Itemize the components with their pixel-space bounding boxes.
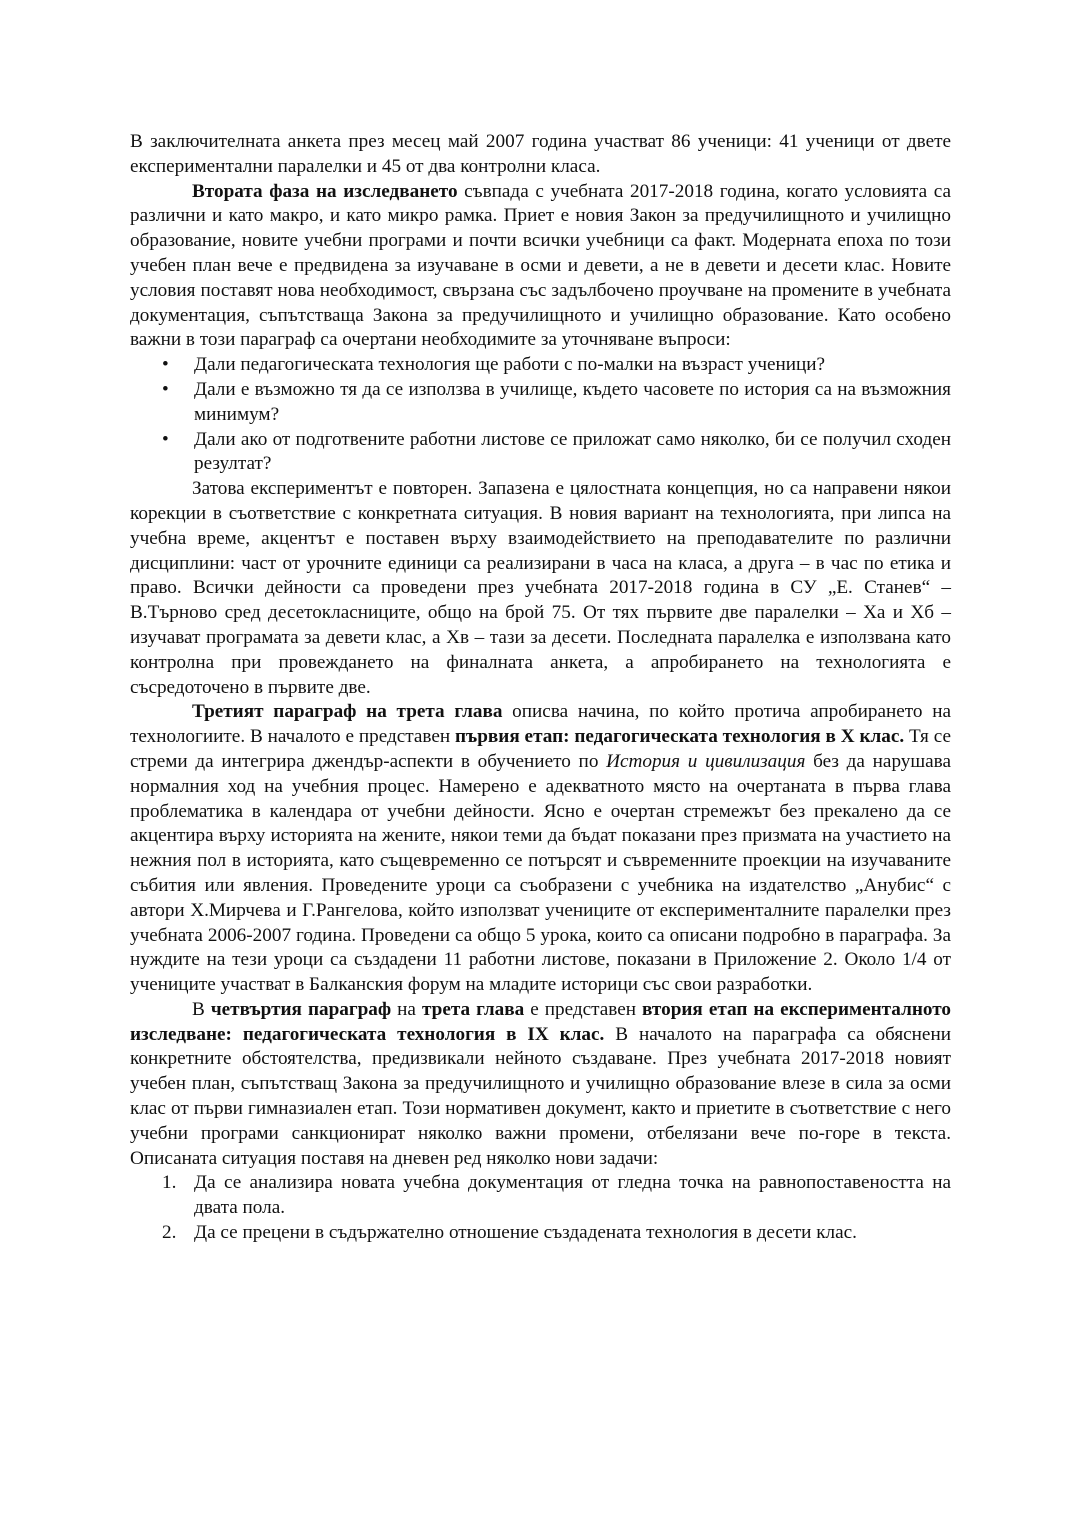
text-segment: без да нарушава нормалния ход на учебния процес. Намерено е адекватното място на очертаната в първа глава проблематика в календара от учебни дейности. Ясно е очертан стремежът без прекалено да се акцентира върху историята на жените, някои теми да бъдат показани през призмата на участието на нежния пол в историята, като същевременно се потърсят и съвременните проекции на изучаваните събития или явления. Проведените уроци са съобразени с учебника на издателство „Анубис“ с автори Х.Мирчева и Г.Рангелова, който използват учениците от експерименталните паралелки през учебната 2006-2007 година. Проведени са общо 5 урока, които са описани подробно в параграфа. За нуждите на тези уроци са създадени 11 работни листове, показани в Приложение 2. Около 1/4 от учениците участват в Балканския форум на младите историци със свои разработки. — [130, 750, 952, 996]
paragraph-second-phase — [130, 180, 951, 354]
paragraph-second-phase-text: съвпада с учебната 2017-2018 година, когато условията са различни и като макро, и като микро рамка. Приет е новия Закон за предучилищното и училищно образование, новите учебни програми и почти всички учебници са факт. Модерната епоха по този учебен план вече е предвидена за изучаване в осми и девети, а не в девети и десети клас. Новите условия поставят нова необходимост, свързана със задълбочено проучване на промените в учебната документация, съпътстваща Закона за предучилищното и училищно образование. Като особено важни в този параграф са очертани необходимите за уточняване въпроси: — [130, 180, 951, 351]
list-item — [130, 428, 951, 478]
bold-third-chapter: трета глава — [421, 998, 525, 1020]
bullet-marker: • — [162, 378, 169, 400]
list-item — [130, 1171, 951, 1221]
paragraph-third-section — [130, 700, 951, 998]
italic-subject-title: История и цивилизация — [606, 750, 806, 772]
text-segment: описва начина, по който протича апробирането на технологиите. В началото е представен — [130, 701, 951, 748]
list-item — [130, 1221, 951, 1246]
list-number: 2. — [162, 1222, 177, 1244]
paragraph-survey: В заключителната анкета през месец май 2007 година участват 86 ученици: 41 ученици от двете експериментални паралелки и 45 от два контролни класа. — [130, 131, 951, 177]
document-body — [130, 130, 951, 1246]
list-item — [130, 353, 951, 378]
bullet-marker: • — [162, 428, 169, 450]
bold-lead-third-section: Третият параграф на трета глава — [192, 701, 503, 723]
list-item-text: Да се анализира новата учебна документация от гледна точка на равнопоставеността на двата пола. — [194, 1172, 951, 1219]
list-item — [130, 378, 951, 428]
bold-lead-second-phase: Втората фаза на изследването — [192, 180, 458, 202]
list-item-text: Дали педагогическата технология ще работи с по-малки на възраст ученици? — [194, 354, 826, 376]
bold-second-stage: втория етап на експерименталното изследване: педагогическата технология в IX клас. — [130, 998, 951, 1045]
task-list — [130, 1171, 951, 1245]
text-segment: е представен — [524, 998, 643, 1020]
list-item-text: Да се прецени в съдържателно отношение създадената технология в десети клас. — [194, 1222, 857, 1244]
list-item-text: Дали ако от подготвените работни листове се приложат само няколко, би се получил сходен резултат? — [194, 428, 951, 475]
paragraph-fourth-section — [130, 998, 951, 1172]
text-segment: на — [391, 998, 422, 1020]
list-item-text: Дали е възможно тя да се използва в училище, където часовете по история са на възможния минимум? — [194, 378, 951, 425]
question-list — [130, 353, 951, 477]
bullet-marker: • — [162, 354, 169, 376]
bold-fourth-section: четвъртия параграф — [210, 998, 392, 1020]
list-number: 1. — [162, 1172, 177, 1194]
paragraph-experiment-repeated: Затова експериментът е повторен. Запазена е цялостната концепция, но са направени някои корекции в съответствие с конкретната ситуация. В новия вариант на технологията, при липса на учебна време, акцентът е поставен върху взаимодействието на преподавателите по различни дисциплини: част от урочните единици са реализирани в часа на класа, а друга – в час по етика и право. Всички дейности са проведени през учебната 2017-2018 година в СУ „Е. Станев“ – В.Търново сред десетокласниците, общо на брой 75. От тях първите две паралелки – Ха и Хб – изучават програмата за девети клас, а Хв – тази за десети. Последната паралелка е използвана като контролна при провеждането на финалната анкета, а апробирането на технологията е съсредоточено в първите две. — [130, 478, 951, 698]
text-segment: В началото на параграфа са обяснени конкретните обстоятелства, предизвикали нейното създаване. През учебната 2017-2018 новият учебен план, съпътстващ Закона за предучилищното и училищно образование влезе в сила за осми клас от първи гимназиален етап. Този нормативен документ, както и приетите в съответствие с него учебни програми санкционират няколко важни промени, отбелязани вече по-горе в текста. Описаната ситуация поставя на дневен ред няколко нови задачи: — [130, 1023, 951, 1169]
bold-first-stage: първия етап: педагогическата технология в Х клас. — [454, 726, 905, 748]
text-segment: В — [192, 998, 211, 1020]
text-segment: Тя се стреми да интегрира джендър-аспекти в обучението по — [130, 726, 951, 772]
